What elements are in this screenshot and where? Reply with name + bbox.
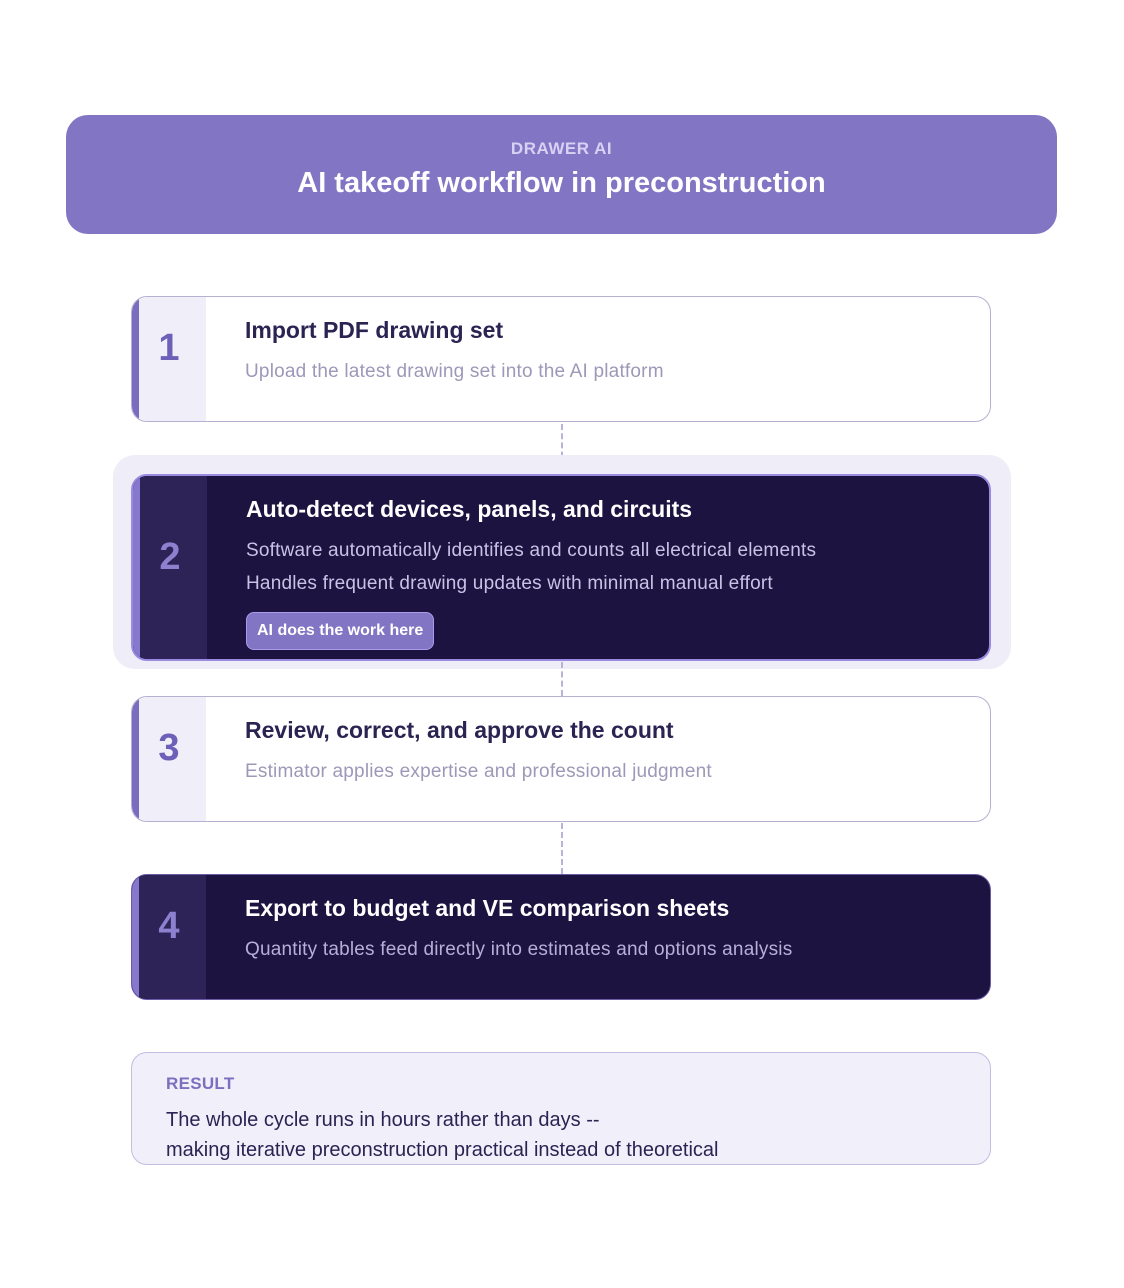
result-line: making iterative preconstruction practical instead of theoretical <box>166 1139 719 1161</box>
step-description: Quantity tables feed directly into estimates and options analysis <box>245 939 793 960</box>
step-title: Export to budget and VE comparison sheets <box>245 895 730 921</box>
brand-label: DRAWER AI <box>510 139 613 158</box>
step-description: Estimator applies expertise and professional judgment <box>245 761 712 782</box>
step-title: Auto-detect devices, panels, and circuits <box>246 496 693 522</box>
result-text <box>166 1105 719 1165</box>
result-line: The whole cycle runs in hours rather than days -- <box>166 1109 600 1131</box>
step-description: Handles frequent drawing updates with minimal manual effort <box>246 573 773 594</box>
step-card-4 <box>131 874 991 1000</box>
step-number: 4 <box>158 905 180 947</box>
step-card-1 <box>131 296 991 422</box>
page-title: AI takeoff workflow in preconstruction <box>297 167 826 199</box>
connector-2-3 <box>561 662 563 696</box>
header-banner <box>66 115 1057 234</box>
step-description: Software automatically identifies and counts all electrical elements <box>246 540 817 561</box>
step-description: Upload the latest drawing set into the AI platform <box>245 361 664 382</box>
step-number: 1 <box>158 327 180 369</box>
step-title: Review, correct, and approve the count <box>245 717 674 743</box>
step-number: 3 <box>158 727 180 769</box>
step-number: 2 <box>159 536 181 578</box>
step-title: Import PDF drawing set <box>245 317 504 343</box>
step-card-2 <box>131 474 991 661</box>
result-box <box>131 1052 991 1165</box>
result-label: RESULT <box>166 1074 235 1093</box>
ai-badge: AI does the work here <box>246 612 434 650</box>
step-card-3 <box>131 696 991 822</box>
connector-3-4 <box>561 823 563 874</box>
